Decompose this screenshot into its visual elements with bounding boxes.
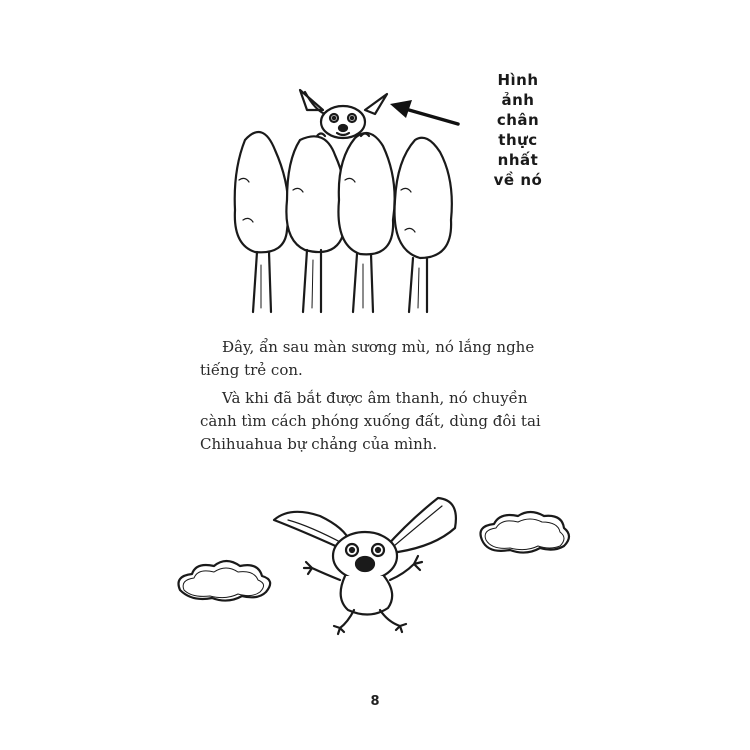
arrow-left-icon xyxy=(388,98,460,132)
story-paragraph: Đây, ẩn sau màn sương mù, nó lắng nghe tiếng trẻ con. xyxy=(200,338,535,379)
story-paragraph: Và khi đã bắt được âm thanh, nó chuyền cành tìm cách phóng xuống đất, dùng đôi tai Chihuahua bự chảng của mình. xyxy=(200,389,541,453)
dog-head xyxy=(300,90,387,138)
caption-line: thực xyxy=(498,131,538,149)
caption-line: ảnh xyxy=(501,91,535,109)
story-text xyxy=(200,336,560,461)
caption-line: Hình xyxy=(497,71,539,89)
caption-line: nhất xyxy=(497,151,539,169)
illustration-caption xyxy=(478,70,558,190)
caption-line: chân xyxy=(496,111,540,129)
caption-line: về nó xyxy=(493,171,543,189)
page-number: 8 xyxy=(370,694,380,709)
flying-dog-illustration xyxy=(170,490,580,640)
